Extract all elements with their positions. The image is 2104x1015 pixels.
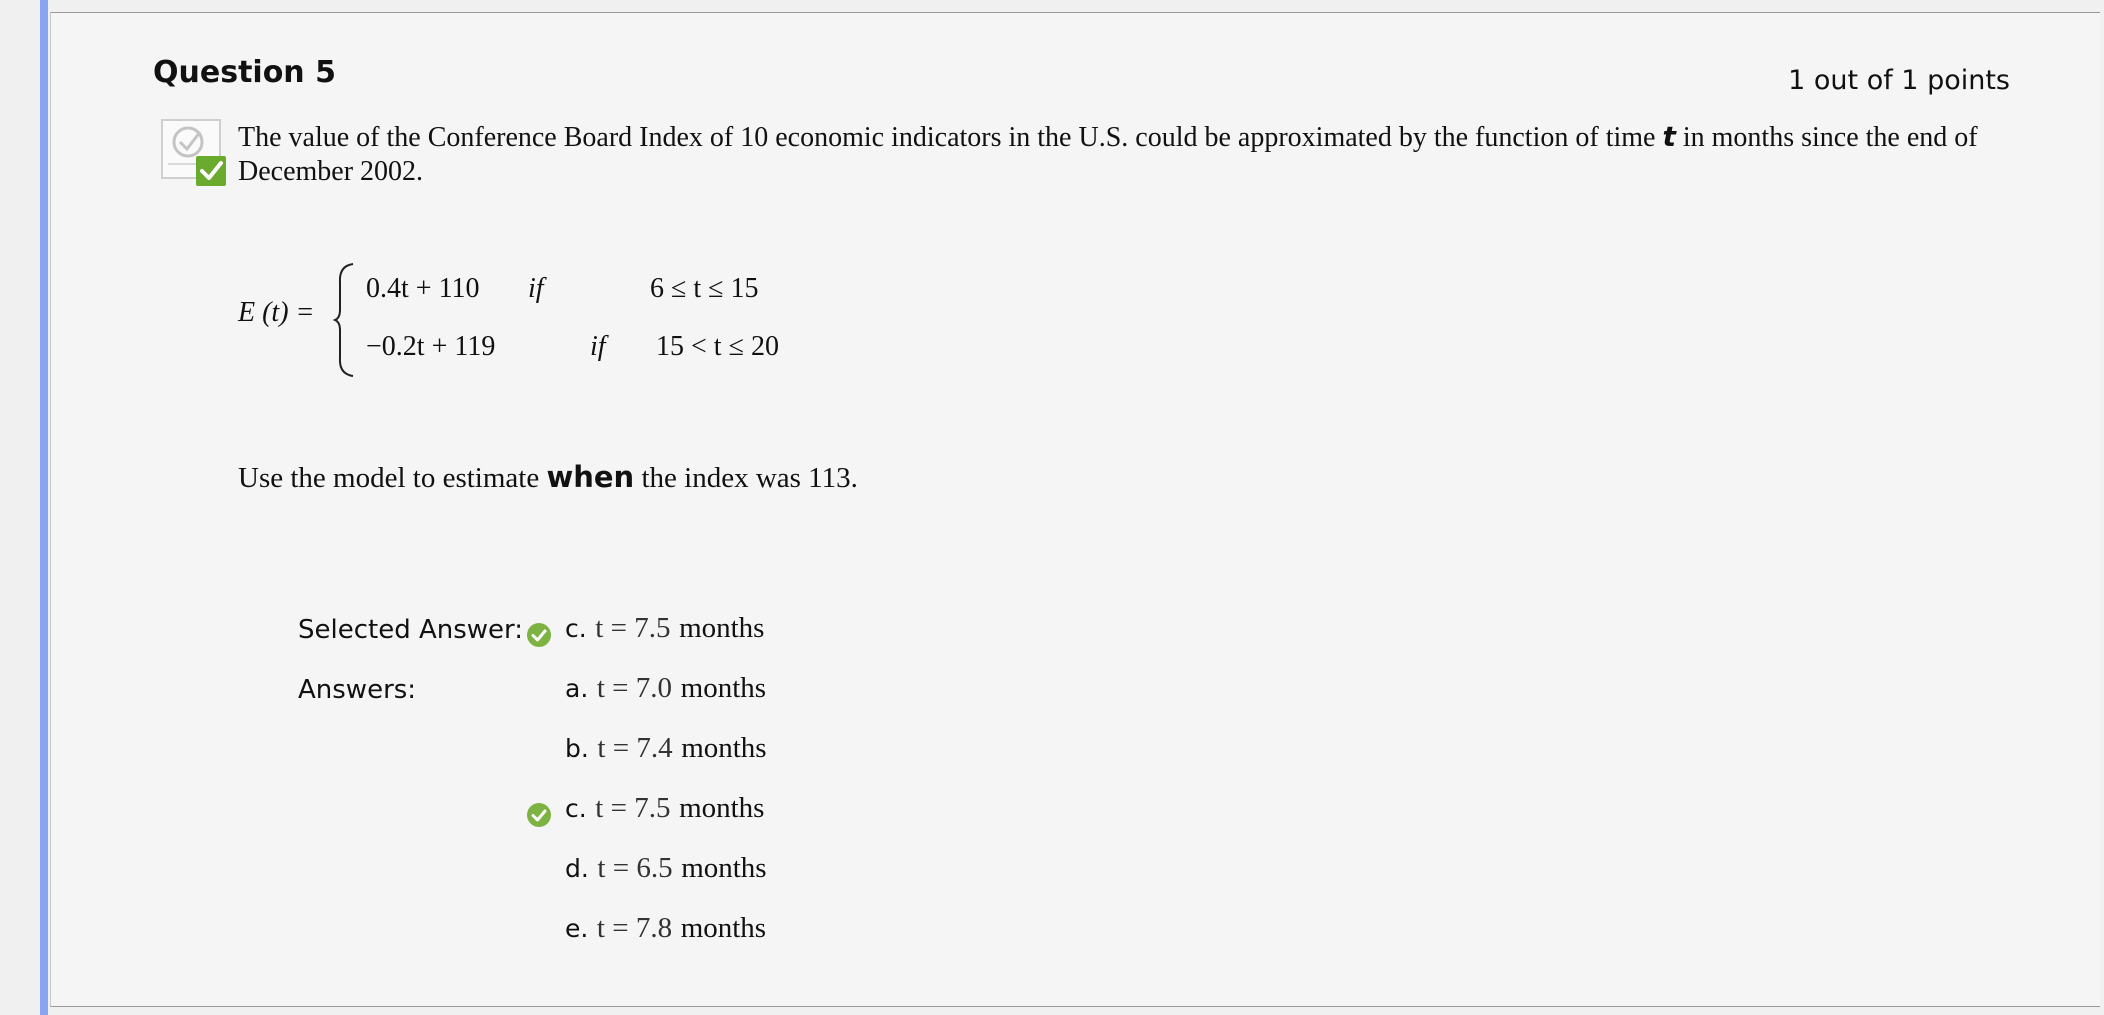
answer-expression: t = 7.0 bbox=[596, 672, 673, 704]
left-brace bbox=[333, 260, 357, 380]
selected-answer-letter: c. bbox=[565, 614, 587, 643]
answer-option-b bbox=[565, 732, 767, 765]
left-accent-bar bbox=[40, 0, 48, 1015]
time-variable: t bbox=[1662, 120, 1676, 153]
answer-letter: c. bbox=[565, 794, 587, 823]
prompt-emphasis: when bbox=[546, 460, 635, 494]
case2-if: if bbox=[590, 331, 606, 362]
answer-unit: months bbox=[681, 732, 767, 764]
selected-answer-expression: t = 7.5 bbox=[595, 612, 671, 644]
question-prompt bbox=[238, 460, 858, 495]
answer-option-d bbox=[565, 852, 767, 885]
answer-unit: months bbox=[679, 792, 765, 824]
question-text bbox=[238, 120, 2028, 189]
graded-correct-icon bbox=[160, 118, 230, 188]
points-score: 1 out of 1 points bbox=[1788, 65, 2010, 96]
answer-letter: d. bbox=[565, 854, 589, 883]
prompt-end: the index was 113. bbox=[634, 462, 858, 494]
selected-answer-unit: months bbox=[679, 612, 765, 644]
formula-lhs: E (t) = bbox=[238, 297, 315, 328]
answer-letter: a. bbox=[565, 674, 589, 703]
piecewise-formula bbox=[238, 255, 838, 385]
answer-option-a bbox=[565, 672, 766, 705]
prompt-start: Use the model to estimate bbox=[238, 462, 547, 494]
answer-letter: b. bbox=[565, 734, 589, 763]
case2-expression: −0.2t + 119 bbox=[366, 331, 496, 362]
answer-letter: e. bbox=[565, 914, 589, 943]
answer-expression: t = 7.5 bbox=[595, 792, 671, 824]
correct-check-icon bbox=[526, 802, 552, 828]
selected-answer bbox=[565, 612, 764, 645]
answer-unit: months bbox=[680, 912, 767, 944]
case1-expression: 0.4t + 110 bbox=[366, 273, 480, 304]
case1-if: if bbox=[528, 273, 544, 304]
answer-expression: t = 7.4 bbox=[597, 732, 673, 764]
answer-unit: months bbox=[680, 672, 767, 704]
answer-unit: months bbox=[681, 852, 767, 884]
answer-option-e bbox=[565, 912, 766, 945]
case1-condition: 6 ≤ t ≤ 15 bbox=[650, 273, 759, 304]
correct-check-icon bbox=[526, 622, 552, 648]
selected-answer-label: Selected Answer: bbox=[298, 615, 524, 645]
answers-label: Answers: bbox=[298, 675, 417, 705]
question-text-start: The value of the Conference Board Index of 10 economic indicators in the U.S. could be approximated by the function of time bbox=[238, 122, 1663, 153]
answer-option-c bbox=[565, 792, 764, 825]
answer-expression: t = 7.8 bbox=[596, 912, 673, 944]
question-title: Question 5 bbox=[153, 55, 336, 90]
question-text-end: in months since the end of December 2002. bbox=[238, 122, 1978, 187]
answer-expression: t = 6.5 bbox=[597, 852, 673, 884]
case2-condition: 15 < t ≤ 20 bbox=[656, 331, 779, 362]
